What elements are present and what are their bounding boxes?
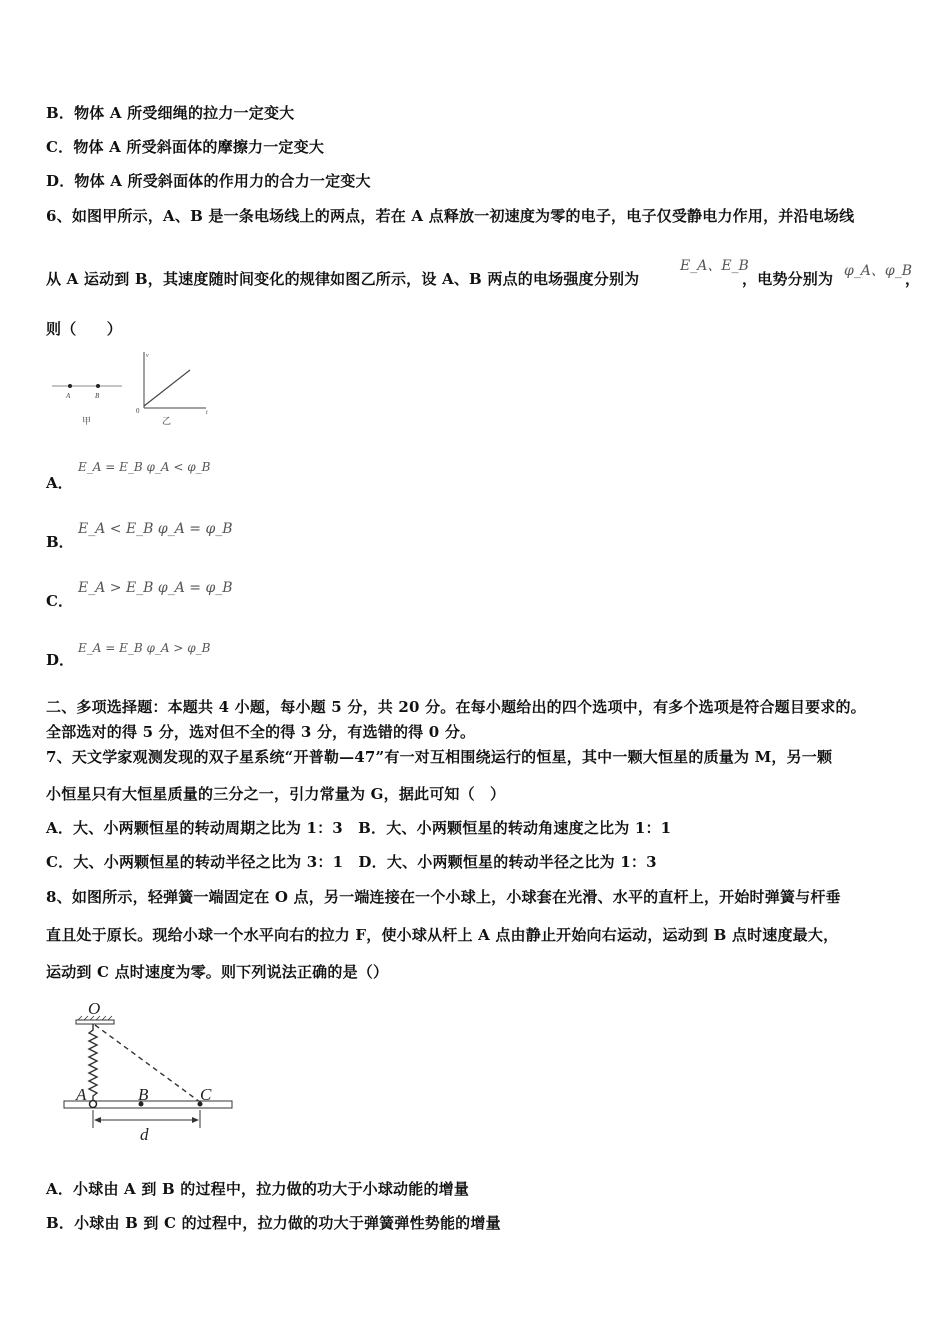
origin-label: 0 <box>136 407 140 415</box>
q6-field-symbols: E_A、E_B <box>680 258 749 274</box>
q6-stem-line3: 则（ ） <box>46 320 123 338</box>
q6-figure <box>46 348 226 433</box>
q6-stem-line2b: ，电势分别为 <box>742 270 834 288</box>
point-a-label: A <box>66 392 71 400</box>
figure-yi <box>136 352 208 426</box>
section2-line2: 全部选对的得 5 分，选对但不全的得 3 分，有选错的得 0 分。 <box>46 723 476 741</box>
point-b-label: B <box>95 392 100 400</box>
q8-stem-line2: 直且处于原长。现给小球一个水平向右的拉力 F，使小球从杆上 A 点由静止开始向右运动，运动到 B 点时速度最大， <box>46 926 839 944</box>
q6-potential-symbols: φ_A、φ_B <box>844 263 913 279</box>
velocity-line <box>144 370 190 406</box>
q7-stem-line2: 小恒星只有大恒星质量的三分之一，引力常量为 G，据此可知（ ） <box>46 785 506 803</box>
q5-option-c: C．物体 A 所受斜面体的摩擦力一定变大 <box>46 138 325 156</box>
section2-line1: 二、多项选择题：本题共 4 小题，每小题 5 分，共 20 分。在每小题给出的四个选项中，有多个选项是符合题目要求的。 <box>46 698 866 716</box>
q8-stem-line3: 运动到 C 点时速度为零。则下列说法正确的是（） <box>46 963 389 981</box>
q6-option-a-formula: E_A = E_B φ_A < φ_B <box>78 460 211 474</box>
q8-option-b: B．小球由 B 到 C 的过程中，拉力做的功大于弹簧弹性势能的增量 <box>46 1214 501 1232</box>
point-b-label-q8: B <box>138 1085 149 1104</box>
q6-option-b-formula: E_A < E_B φ_A = φ_B <box>78 521 233 537</box>
figure-jia <box>52 384 122 426</box>
point-o-label: O <box>88 999 101 1018</box>
q7-stem-line1: 7、天文学家观测发现的双子星系统“开普勒—47”有一对互相围绕运行的恒星，其中一颗大恒星的质量为 M，另一颗 <box>46 748 833 766</box>
q6-stem-line1: 6、如图甲所示，A、B 是一条电场线上的两点，若在 A 点释放一初速度为零的电子，电子仅受静电力作用，并沿电场线 <box>46 207 855 225</box>
spring <box>89 1024 97 1102</box>
q5-option-b: B．物体 A 所受细绳的拉力一定变大 <box>46 104 295 122</box>
q6-stem-line2c: ， <box>905 270 921 288</box>
jia-label: 甲 <box>82 416 92 426</box>
q6-option-d-formula: E_A = E_B φ_A > φ_B <box>78 641 211 655</box>
q6-option-d-label: D． <box>46 651 75 669</box>
ball <box>90 1101 97 1108</box>
q6-option-b-label: B． <box>46 533 74 551</box>
q6-option-c-label: C． <box>46 592 73 610</box>
q7-options-ab: A．大、小两颗恒星的转动周期之比为 1：3 B．大、小两颗恒星的转动角速度之比为 1：1 <box>46 819 672 837</box>
q7-options-cd: C．大、小两颗恒星的转动半径之比为 3：1 D．大、小两颗恒星的转动半径之比为 1：3 <box>46 853 657 871</box>
yi-label: 乙 <box>162 416 172 426</box>
axis-t-label: t <box>206 410 208 416</box>
q8-stem-line1: 8、如图所示，轻弹簧一端固定在 O 点，另一端连接在一个小球上，小球套在光滑、水平的直杆上，开始时弹簧与杆垂 <box>46 888 841 906</box>
q6-stem-line2a: 从 A 运动到 B，其速度随时间变化的规律如图乙所示，设 A、B 两点的电场强度分别为 <box>46 270 640 288</box>
q5-option-d: D．物体 A 所受斜面体的作用力的合力一定变大 <box>46 172 371 190</box>
point-a-label-q8: A <box>76 1085 87 1104</box>
distance-d-label: d <box>140 1125 149 1144</box>
axis-v-label: v <box>146 353 149 359</box>
q8-option-a: A．小球由 A 到 B 的过程中，拉力做的功大于小球动能的增量 <box>46 1180 470 1198</box>
q6-option-c-formula: E_A > E_B φ_A = φ_B <box>78 580 233 596</box>
point-c-label-q8: C <box>200 1085 212 1104</box>
q6-option-a-label: A． <box>46 474 73 492</box>
q8-figure <box>60 996 240 1146</box>
